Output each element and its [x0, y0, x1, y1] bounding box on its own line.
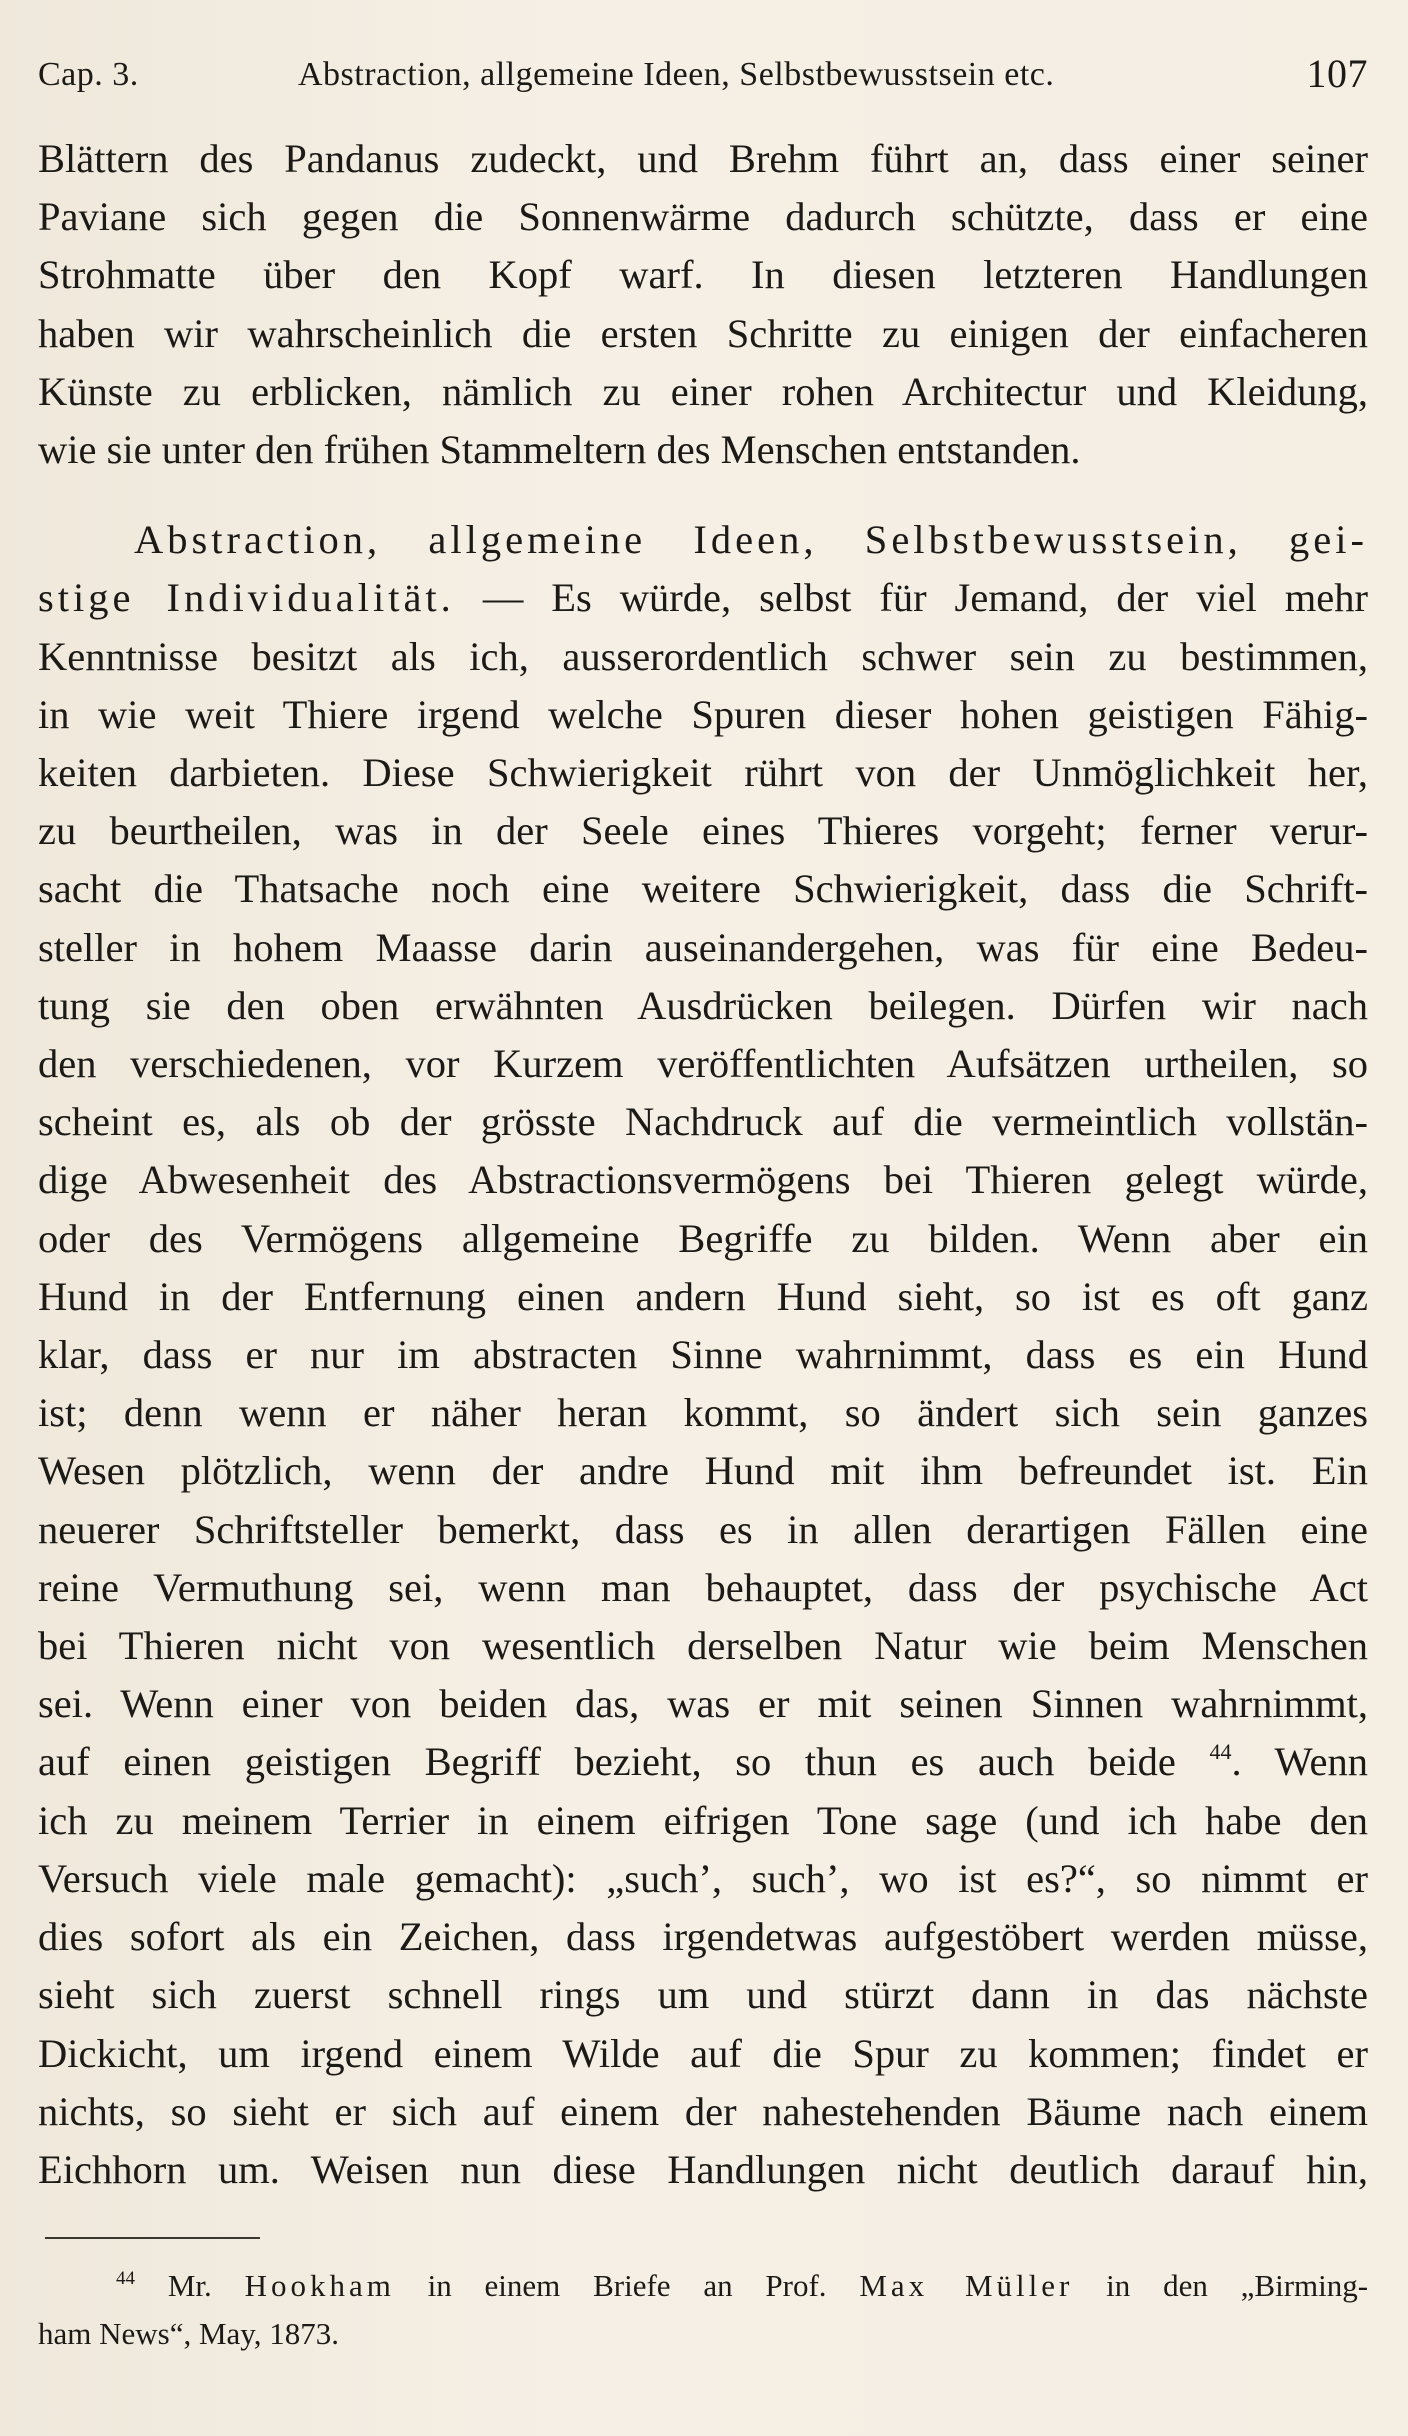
footnote-reference[interactable]: 44	[1209, 1739, 1232, 1765]
text-line: scheint es, als ob der grösste Nachdruck auf die vermeintlich vollstän-	[38, 1099, 1368, 1145]
text-run: in den „Birming-	[1106, 2268, 1369, 2303]
author-name: Hookham	[244, 2268, 395, 2303]
text-line: tung sie den oben erwähnten Ausdrücken beilegen. Dürfen wir nach	[38, 982, 1368, 1028]
text-line: in wie weit Thiere irgend welche Spuren dieser hohen geistigen Fähig-	[38, 691, 1368, 737]
text-line: bei Thieren nicht von wesentlich derselben Natur wie beim Menschen	[38, 1623, 1368, 1669]
text-line: haben wir wahrscheinlich die ersten Schritte zu einigen der einfacheren	[38, 310, 1368, 356]
text-line: wie sie unter den frühen Stammeltern des Menschen entstanden.	[38, 427, 1081, 473]
text-run: Mr.	[167, 2268, 212, 2303]
text-line: Strohmatte über den Kopf warf. In diesen letzteren Handlungen	[38, 252, 1368, 298]
text-run: auf einen geistigen Begriff bezieht, so thun es auch beide	[38, 1739, 1176, 1785]
text-line: reine Vermuthung sei, wenn man behauptet, dass der psychische Act	[38, 1564, 1368, 1610]
paragraph-continued	[38, 130, 1368, 479]
footnote-marker: 44	[116, 2268, 135, 2289]
text-line: sieht sich zuerst schnell rings um und stürzt dann in das nächste	[38, 1972, 1368, 2018]
text-line: klar, dass er nur im abstracten Sinne wahrnimmt, dass es ein Hund	[38, 1332, 1368, 1378]
footnote-line: ham News“, May, 1873.	[38, 2316, 340, 2351]
footnote-divider	[45, 2237, 260, 2239]
text-line: den verschiedenen, vor Kurzem veröffentlichten Aufsätzen urtheilen, so	[38, 1041, 1368, 1087]
text-line: dige Abwesenheit des Abstractionsvermögens bei Thieren gelegt würde,	[38, 1157, 1368, 1203]
text-line: oder des Vermögens allgemeine Begriffe zu bilden. Wenn aber ein	[38, 1215, 1368, 1261]
text-line: Künste zu erblicken, nämlich zu einer rohen Architectur und Kleidung,	[38, 368, 1368, 414]
footnote	[38, 2262, 1368, 2358]
section-heading: Abstraction, allgemeine Ideen, Selbstbewusstsein, gei-	[134, 517, 1368, 563]
text-line	[38, 1733, 1368, 1791]
text-line: Eichhorn um. Weisen nun diese Handlungen nicht deutlich darauf hin,	[38, 2146, 1368, 2192]
text-run: . Wenn	[1231, 1739, 1369, 1785]
text-line: Wesen plötzlich, wenn der andre Hund mit ihm befreundet ist. Ein	[38, 1448, 1368, 1494]
text-line: Hund in der Entfernung einen andern Hund sieht, so ist es oft ganz	[38, 1273, 1368, 1319]
page-number: 107	[1306, 51, 1368, 96]
section-heading-line	[38, 511, 1368, 569]
text-line	[38, 569, 1368, 627]
text-line: steller in hohem Maasse darin auseinandergehen, was für eine Bedeu-	[38, 924, 1368, 970]
text-line: neuerer Schriftsteller bemerkt, dass es in allen derartigen Fällen eine	[38, 1506, 1368, 1552]
running-head	[38, 50, 1368, 110]
text-line: Blättern des Pandanus zudeckt, und Brehm führt an, dass einer seiner	[38, 136, 1368, 181]
paragraph-abstraction	[38, 511, 1368, 2199]
text-line: Versuch viele male gemacht): „such’, such’, wo ist es?“, so nimmt er	[38, 1855, 1368, 1901]
text-line: sacht die Thatsache noch eine weitere Schwierigkeit, dass die Schrift-	[38, 866, 1368, 912]
text-line: nichts, so sieht er sich auf einem der nahestehenden Bäume nach einem	[38, 2088, 1368, 2134]
footnote-line	[38, 2262, 1368, 2310]
chapter-label: Cap. 3.	[38, 56, 139, 93]
running-title: Abstraction, allgemeine Ideen, Selbstbewusstsein etc.	[298, 56, 1055, 93]
text-line: keiten darbieten. Diese Schwierigkeit rührt von der Unmöglichkeit her,	[38, 750, 1368, 796]
author-name: Max Müller	[859, 2268, 1074, 2303]
text-line: zu beurtheilen, was in der Seele eines Thieres vorgeht; ferner verur-	[38, 808, 1368, 854]
section-heading-cont: stige Individualität.	[38, 575, 455, 621]
text-line: dies sofort als ein Zeichen, dass irgendetwas aufgestöbert werden müsse,	[38, 1914, 1368, 1960]
text-line: Dickicht, um irgend einem Wilde auf die Spur zu kommen; findet er	[38, 2030, 1368, 2076]
text-run: in einem Briefe an Prof.	[427, 2268, 827, 2303]
body-text	[38, 130, 1368, 2199]
text-line: sei. Wenn einer von beiden das, was er mit seinen Sinnen wahrnimmt,	[38, 1681, 1368, 1727]
text-line: Kenntnisse besitzt als ich, ausserordentlich schwer sein zu bestimmen,	[38, 633, 1368, 679]
text-line: ist; denn wenn er näher heran kommt, so ändert sich sein ganzes	[38, 1390, 1368, 1436]
text-line: Paviane sich gegen die Sonnenwärme dadurch schützte, dass er eine	[38, 194, 1368, 240]
text-run: — Es würde, selbst für Jemand, der viel mehr	[482, 575, 1369, 621]
text-line: ich zu meinem Terrier in einem eifrigen Tone sage (und ich habe den	[38, 1797, 1368, 1843]
